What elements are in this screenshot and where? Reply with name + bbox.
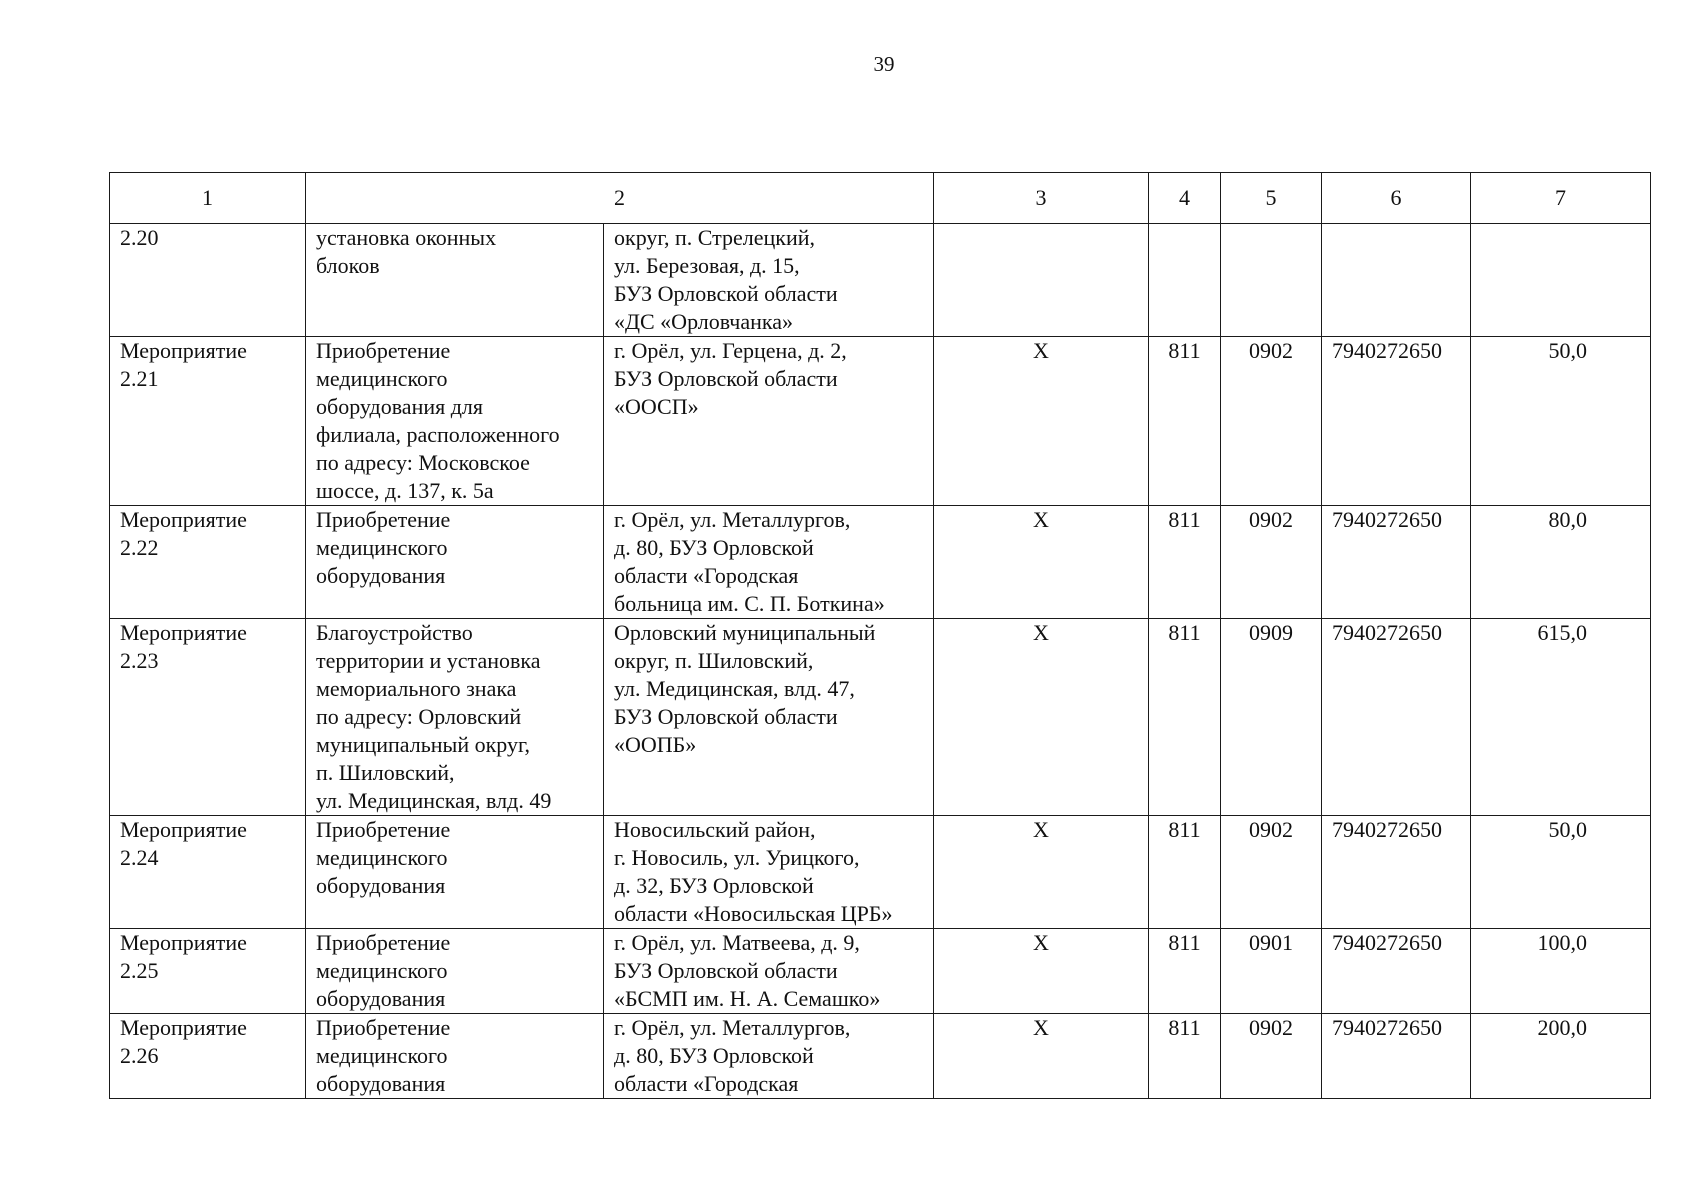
row-col-6: 7940272650 <box>1322 1014 1471 1099</box>
row-id: Мероприятие 2.23 <box>110 619 306 816</box>
row-col-7: 615,0 <box>1471 619 1651 816</box>
row-col-4: 811 <box>1149 929 1221 1014</box>
row-col-7: 50,0 <box>1471 337 1651 506</box>
row-col-7: 50,0 <box>1471 816 1651 929</box>
row-col-5: 0901 <box>1221 929 1322 1014</box>
row-col-6: 7940272650 <box>1322 506 1471 619</box>
row-col-5: 0909 <box>1221 619 1322 816</box>
row-col-6: 7940272650 <box>1322 337 1471 506</box>
row-name: Приобретение медицинского оборудования <box>306 929 604 1014</box>
row-col-7: 80,0 <box>1471 506 1651 619</box>
page-number: 39 <box>873 52 895 76</box>
row-col-6: 7940272650 <box>1322 619 1471 816</box>
row-col-3: Х <box>934 929 1149 1014</box>
table-header-row <box>110 173 1651 224</box>
header-col-6: 6 <box>1322 173 1471 224</box>
row-col-3: Х <box>934 1014 1149 1099</box>
row-col-7: 100,0 <box>1471 929 1651 1014</box>
row-name: Приобретение медицинского оборудования <box>306 816 604 929</box>
row-col-4: 811 <box>1149 1014 1221 1099</box>
table-row <box>110 619 1651 816</box>
row-col-4: 811 <box>1149 337 1221 506</box>
row-id: Мероприятие 2.25 <box>110 929 306 1014</box>
row-id: Мероприятие 2.24 <box>110 816 306 929</box>
row-address: г. Орёл, ул. Металлургов, д. 80, БУЗ Орловской области «Городская больница им. С. П. Боткина» <box>604 506 934 619</box>
row-name: Приобретение медицинского оборудования <box>306 1014 604 1099</box>
header-col-3: 3 <box>934 173 1149 224</box>
row-name: Приобретение медицинского оборудования <box>306 506 604 619</box>
row-address: Новосильский район, г. Новосиль, ул. Урицкого, д. 32, БУЗ Орловской области «Новосильская ЦРБ» <box>604 816 934 929</box>
header-col-1: 1 <box>110 173 306 224</box>
row-col-5: 0902 <box>1221 816 1322 929</box>
row-address: г. Орёл, ул. Металлургов, д. 80, БУЗ Орловской области «Городская <box>604 1014 934 1099</box>
row-col-5 <box>1221 224 1322 337</box>
row-id: Мероприятие 2.26 <box>110 1014 306 1099</box>
row-id: Мероприятие 2.22 <box>110 506 306 619</box>
table-row <box>110 337 1651 506</box>
row-col-7: 200,0 <box>1471 1014 1651 1099</box>
header-col-5: 5 <box>1221 173 1322 224</box>
row-col-4: 811 <box>1149 506 1221 619</box>
header-col-7: 7 <box>1471 173 1651 224</box>
row-col-5: 0902 <box>1221 1014 1322 1099</box>
header-col-4: 4 <box>1149 173 1221 224</box>
budget-table <box>109 172 1651 1099</box>
row-col-3: Х <box>934 337 1149 506</box>
row-col-3: Х <box>934 619 1149 816</box>
header-col-2: 2 <box>306 173 934 224</box>
row-col-7 <box>1471 224 1651 337</box>
row-address: округ, п. Стрелецкий, ул. Березовая, д. 15, БУЗ Орловской области «ДС «Орловчанка» <box>604 224 934 337</box>
row-col-3: Х <box>934 816 1149 929</box>
table-row <box>110 506 1651 619</box>
row-col-5: 0902 <box>1221 337 1322 506</box>
row-col-6: 7940272650 <box>1322 816 1471 929</box>
row-name: установка оконных блоков <box>306 224 604 337</box>
row-name: Приобретение медицинского оборудования для филиала, расположенного по адресу: Московское шоссе, д. 137, к. 5а <box>306 337 604 506</box>
row-col-6 <box>1322 224 1471 337</box>
table-row <box>110 816 1651 929</box>
row-col-4: 811 <box>1149 816 1221 929</box>
row-address: г. Орёл, ул. Матвеева, д. 9, БУЗ Орловской области «БСМП им. Н. А. Семашко» <box>604 929 934 1014</box>
row-address: Орловский муниципальный округ, п. Шиловский, ул. Медицинская, влд. 47, БУЗ Орловской области «ООПБ» <box>604 619 934 816</box>
table-row <box>110 1014 1651 1099</box>
table-row <box>110 929 1651 1014</box>
row-col-5: 0902 <box>1221 506 1322 619</box>
row-name: Благоустройство территории и установка мемориального знака по адресу: Орловский муниципальный округ, п. Шиловский, ул. Медицинская, влд. 49 <box>306 619 604 816</box>
row-id: Мероприятие 2.21 <box>110 337 306 506</box>
row-col-4: 811 <box>1149 619 1221 816</box>
row-col-3 <box>934 224 1149 337</box>
row-address: г. Орёл, ул. Герцена, д. 2, БУЗ Орловской области «ООСП» <box>604 337 934 506</box>
row-id: 2.20 <box>110 224 306 337</box>
table-row <box>110 224 1651 337</box>
row-col-6: 7940272650 <box>1322 929 1471 1014</box>
row-col-3: Х <box>934 506 1149 619</box>
row-col-4 <box>1149 224 1221 337</box>
